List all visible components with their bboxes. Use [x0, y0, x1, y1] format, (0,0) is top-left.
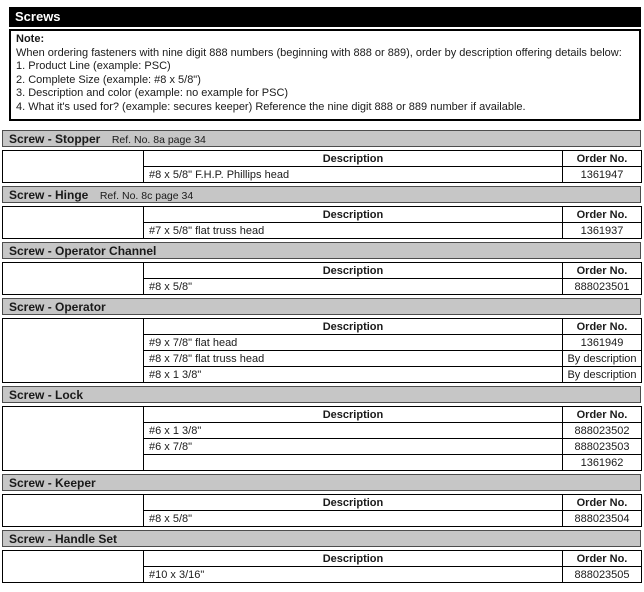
image-cell: [3, 495, 144, 527]
section-screw-operator-channel: [2, 242, 641, 295]
section-table: [2, 318, 642, 383]
description-cell: #6 x 7/8": [144, 439, 563, 455]
description-cell: #10 x 3/16": [144, 567, 563, 583]
description-header: Description: [144, 407, 563, 423]
section-header-bar: [2, 298, 641, 315]
description-header: Description: [144, 319, 563, 335]
description-cell: #8 x 1 3/8": [144, 367, 563, 383]
image-cell: [3, 207, 144, 239]
section-table: [2, 262, 642, 295]
section-ref: Ref. No. 8a page 34: [111, 134, 206, 146]
order-no-cell: 888023505: [563, 567, 642, 583]
description-cell: [144, 455, 563, 471]
section-table: [2, 150, 642, 183]
page-title-bar: [9, 7, 641, 27]
section-screw-handle-set: [2, 530, 641, 583]
image-cell: [3, 319, 144, 383]
section-title: Screw - Lock: [9, 388, 84, 402]
table-header-row: [3, 151, 642, 167]
section-title: Screw - Operator Channel: [9, 244, 157, 258]
description-cell: #8 x 5/8": [144, 279, 563, 295]
order-no-cell: 1361949: [563, 335, 642, 351]
description-header: Description: [144, 207, 563, 223]
description-cell: #8 x 7/8" flat truss head: [144, 351, 563, 367]
note-line-4: 4. What it's used for? (example: secures keeper) Reference the nine digit 888 or 889 number if available.: [16, 100, 526, 113]
order-no-header: Order No.: [563, 207, 642, 223]
table-header-row: [3, 407, 642, 423]
table-header-row: [3, 495, 642, 511]
order-no-header: Order No.: [563, 319, 642, 335]
description-header: Description: [144, 551, 563, 567]
image-cell: [3, 151, 144, 183]
note-box: [9, 29, 641, 121]
catalog-tables: [2, 130, 641, 583]
section-table: [2, 550, 642, 583]
section-title: Screw - Keeper: [9, 476, 96, 490]
section-table: [2, 206, 642, 239]
order-no-cell: By description: [563, 351, 642, 367]
order-no-header: Order No.: [563, 551, 642, 567]
section-screw-operator: [2, 298, 641, 383]
section-screw-hinge: [2, 186, 641, 239]
note-line-1: 1. Product Line (example: PSC): [16, 60, 171, 72]
order-no-cell: 888023501: [563, 279, 642, 295]
order-no-header: Order No.: [563, 151, 642, 167]
description-cell: #6 x 1 3/8": [144, 423, 563, 439]
order-no-cell: 1361947: [563, 167, 642, 183]
section-screw-stopper: [2, 130, 641, 183]
description-cell: #8 x 5/8" F.H.P. Phillips head: [144, 167, 563, 183]
order-no-header: Order No.: [563, 407, 642, 423]
order-no-header: Order No.: [563, 495, 642, 511]
section-title: Screw - Handle Set: [9, 532, 118, 546]
section-header-bar: [2, 530, 641, 547]
table-header-row: [3, 207, 642, 223]
order-no-cell: 1361962: [563, 455, 642, 471]
table-header-row: [3, 319, 642, 335]
note-label: Note:: [16, 33, 45, 45]
description-cell: #9 x 7/8" flat head: [144, 335, 563, 351]
section-header-bar: [2, 186, 641, 203]
description-cell: #8 x 5/8": [144, 511, 563, 527]
description-header: Description: [144, 495, 563, 511]
section-ref: Ref. No. 8c page 34: [99, 190, 194, 202]
note-line-3: 3. Description and color (example: no example for PSC): [16, 87, 289, 99]
order-no-cell: 888023502: [563, 423, 642, 439]
note-line-2: 2. Complete Size (example: #8 x 5/8"): [16, 73, 201, 86]
section-screw-keeper: [2, 474, 641, 527]
description-header: Description: [144, 151, 563, 167]
section-title: Screw - Stopper: [9, 132, 101, 146]
order-no-cell: 1361937: [563, 223, 642, 239]
section-table: [2, 406, 642, 471]
order-no-header: Order No.: [563, 263, 642, 279]
table-header-row: [3, 263, 642, 279]
section-header-bar: [2, 130, 641, 147]
section-table: [2, 494, 642, 527]
table-header-row: [3, 551, 642, 567]
section-header-bar: [2, 242, 641, 259]
section-screw-lock: [2, 386, 641, 471]
image-cell: [3, 407, 144, 471]
note-line-intro: When ordering fasteners with nine digit 888 numbers (beginning with 888 or 889), order by description offering details below:: [16, 46, 622, 59]
order-no-cell: 888023503: [563, 439, 642, 455]
section-title: Screw - Operator: [9, 300, 106, 314]
order-no-cell: By description: [563, 367, 642, 383]
image-cell: [3, 551, 144, 583]
description-cell: #7 x 5/8" flat truss head: [144, 223, 563, 239]
image-cell: [3, 263, 144, 295]
section-header-bar: [2, 386, 641, 403]
section-header-bar: [2, 474, 641, 491]
description-header: Description: [144, 263, 563, 279]
order-no-cell: 888023504: [563, 511, 642, 527]
section-title: Screw - Hinge: [9, 188, 89, 202]
page-title: Screws: [15, 9, 61, 24]
